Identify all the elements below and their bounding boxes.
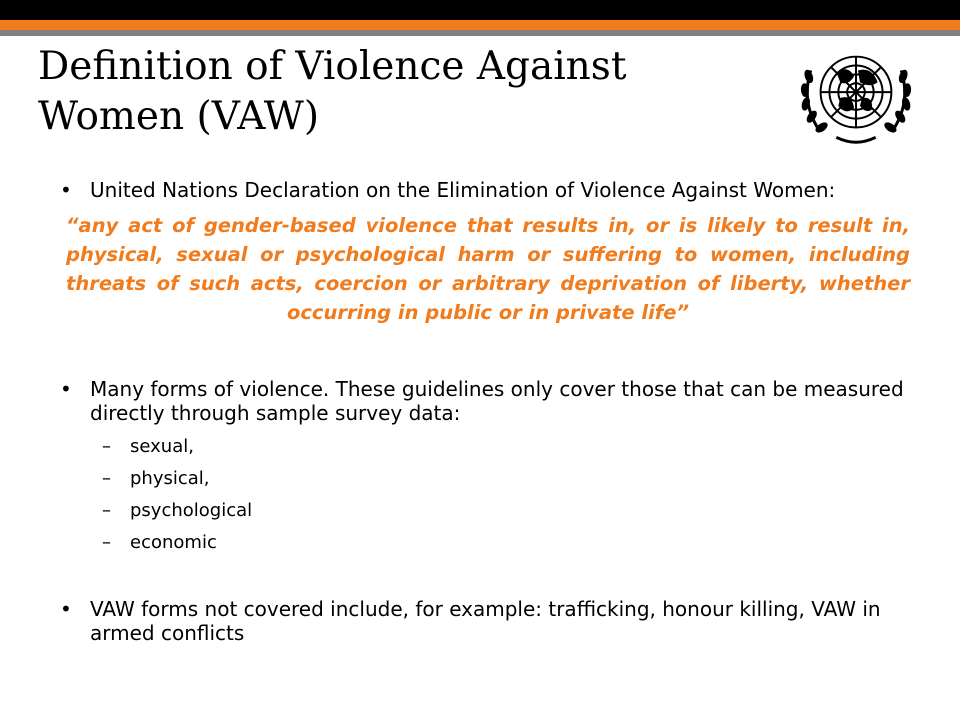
bullet-forms [60, 377, 910, 425]
slide-title-line-1: Definition of Violence Against [38, 44, 627, 89]
dash-marker: – [102, 532, 111, 553]
bullet-marker: • [60, 377, 72, 401]
list-item [60, 463, 910, 495]
slide-title [38, 42, 758, 142]
header-band-grey [0, 30, 960, 36]
form-label: psychological [130, 500, 253, 521]
form-label: physical, [130, 468, 210, 489]
form-label: sexual, [130, 436, 194, 457]
bullet-not-covered [60, 597, 910, 645]
header-band-orange [0, 20, 960, 30]
slide-title-line-2: Women (VAW) [38, 94, 320, 139]
form-label: economic [130, 532, 217, 553]
bullet-marker: • [60, 178, 72, 202]
vaw-definition-quote: “any act of gender-based violence that results in, or is likely to result in, physical, sexual or psychological harm or suffering to women, including threats of such acts, coercion or arbitrary deprivation of liberty, whether occurring in public or in private life” [66, 214, 910, 324]
bullet-declaration-text: United Nations Declaration on the Elimination of Violence Against Women: [90, 178, 836, 202]
list-item [60, 527, 910, 559]
list-item [60, 495, 910, 527]
bullet-not-covered-text: VAW forms not covered include, for example: trafficking, honour killing, VAW in armed conflicts [90, 597, 881, 645]
header-band-black [0, 0, 960, 20]
dash-marker: – [102, 500, 111, 521]
dash-marker: – [102, 468, 111, 489]
bullet-marker: • [60, 597, 72, 621]
bullet-forms-text: Many forms of violence. These guidelines only cover those that can be measured directly through sample survey data: [90, 377, 904, 425]
slide-body [60, 178, 910, 645]
un-emblem-icon [797, 42, 915, 152]
bullet-declaration [60, 178, 910, 202]
forms-list [60, 431, 910, 559]
list-item [60, 431, 910, 463]
dash-marker: – [102, 436, 111, 457]
